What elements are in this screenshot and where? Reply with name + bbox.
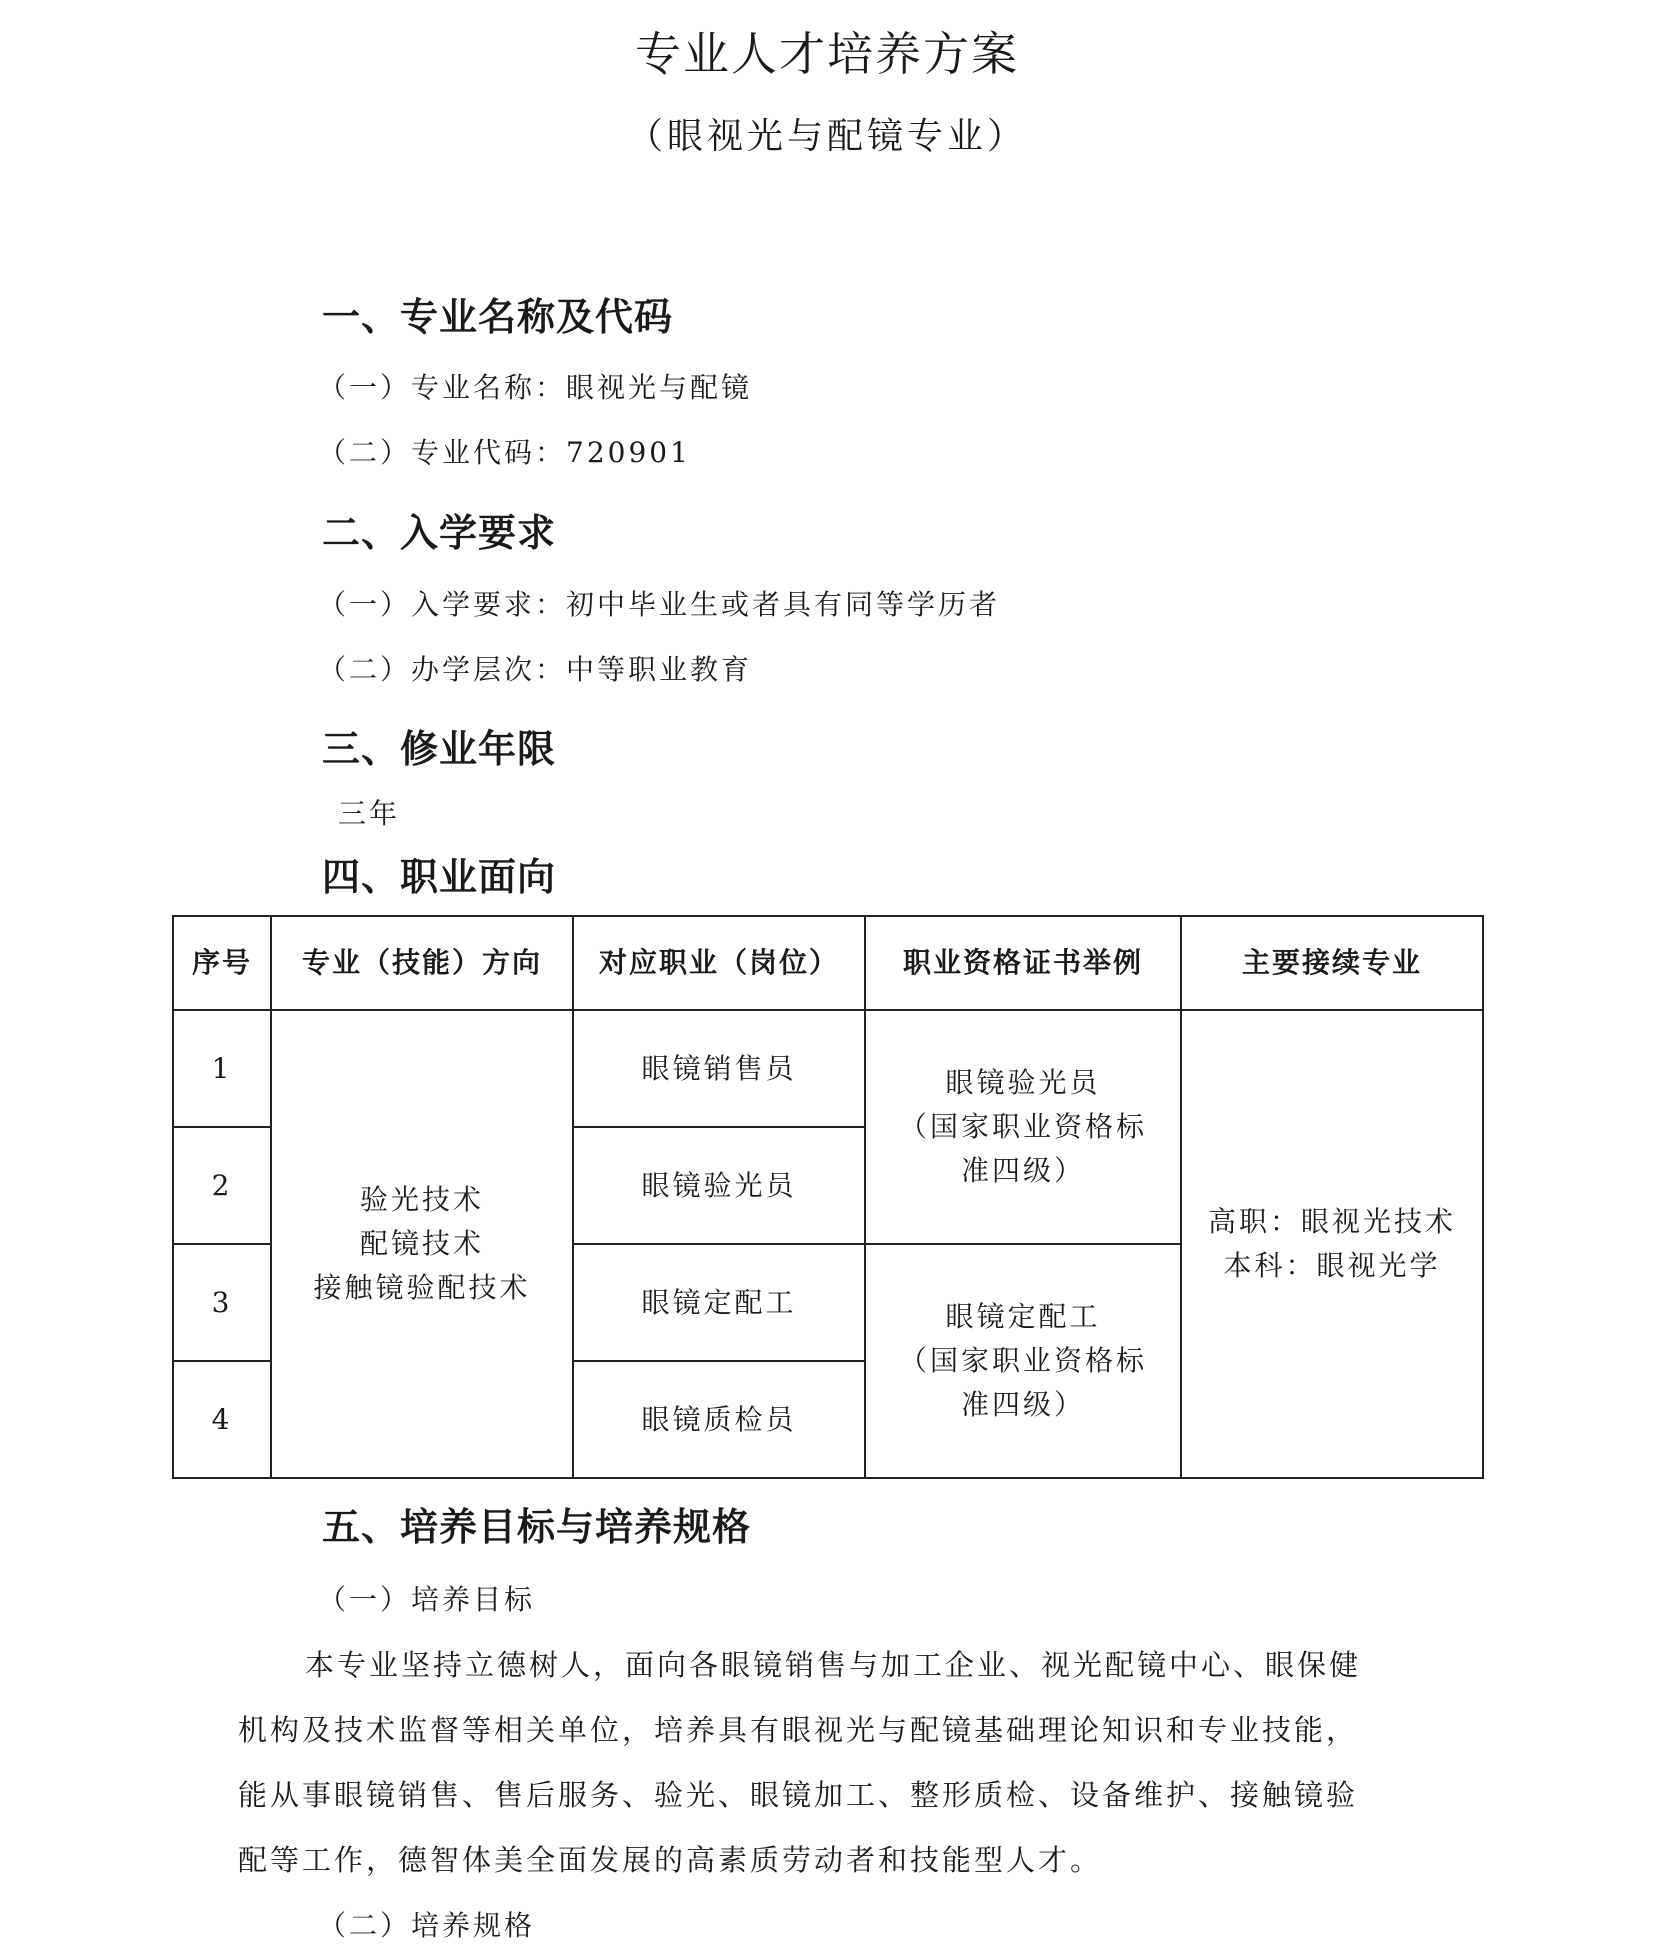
paragraph-line: 能从事眼镜销售、售后服务、验光、眼镜加工、整形质检、设备维护、接触镜验 (238, 1778, 1359, 1812)
major-code: （二）专业代码：720901 (318, 436, 691, 469)
paragraph-line: 机构及技术监督等相关单位，培养具有眼视光与配镜基础理论知识和专业技能， (238, 1713, 1359, 1747)
section-heading-3: 三、修业年限 (322, 727, 557, 771)
header-certificate: 职业资格证书举例 (865, 916, 1181, 1010)
certificate-cell (865, 1010, 1181, 1244)
certificate-cell (865, 1244, 1181, 1478)
table-header-row (173, 916, 1483, 1010)
section-heading-4: 四、职业面向 (322, 855, 557, 899)
seq-cell: 1 (173, 1010, 271, 1127)
certificate-line: 眼镜验光员 (945, 1066, 1101, 1099)
header-direction: 专业（技能）方向 (271, 916, 573, 1010)
job-cell: 眼镜质检员 (573, 1361, 865, 1478)
direction-line: 接触镜验配技术 (313, 1271, 531, 1304)
further-major-line: 高职：眼视光技术 (1207, 1205, 1456, 1238)
certificate-line: 准四级） (960, 1154, 1085, 1187)
seq-cell: 3 (173, 1244, 271, 1361)
training-specification-heading: （二）培养规格 (318, 1909, 536, 1942)
further-major-line: 本科：眼视光学 (1223, 1249, 1441, 1282)
certificate-line: 准四级） (960, 1388, 1085, 1421)
direction-line: 验光技术 (359, 1183, 484, 1216)
direction-line: 配镜技术 (359, 1227, 484, 1260)
certificate-line: （国家职业资格标 (898, 1110, 1147, 1143)
education-level: （二）办学层次：中等职业教育 (318, 653, 753, 686)
direction-cell (271, 1010, 573, 1478)
document-title: 专业人才培养方案 (635, 27, 1019, 81)
header-further-major: 主要接续专业 (1181, 916, 1483, 1010)
paragraph-line: 配等工作，德智体美全面发展的高素质劳动者和技能型人才。 (238, 1843, 1103, 1877)
job-cell: 眼镜销售员 (573, 1010, 865, 1127)
training-objective-heading: （一）培养目标 (318, 1583, 536, 1616)
section-heading-2: 二、入学要求 (322, 511, 557, 555)
header-job: 对应职业（岗位） (573, 916, 865, 1010)
study-duration: 三年 (338, 797, 401, 830)
occupation-table (172, 915, 1484, 1479)
section-heading-5: 五、培养目标与培养规格 (322, 1505, 752, 1549)
certificate-line: 眼镜定配工 (945, 1300, 1101, 1333)
section-heading-1: 一、专业名称及代码 (322, 295, 674, 339)
table-row (173, 1010, 1483, 1127)
admission-requirement: （一）入学要求：初中毕业生或者具有同等学历者 (318, 588, 1001, 621)
job-cell: 眼镜验光员 (573, 1127, 865, 1244)
further-major-cell (1181, 1010, 1483, 1478)
job-cell: 眼镜定配工 (573, 1244, 865, 1361)
paragraph-line: 本专业坚持立德树人，面向各眼镜销售与加工企业、视光配镜中心、眼保健 (305, 1648, 1362, 1682)
document-subtitle: （眼视光与配镜专业） (626, 116, 1027, 157)
seq-cell: 2 (173, 1127, 271, 1244)
seq-cell: 4 (173, 1361, 271, 1478)
certificate-line: （国家职业资格标 (898, 1344, 1147, 1377)
header-seq: 序号 (173, 916, 271, 1010)
major-name: （一）专业名称：眼视光与配镜 (318, 371, 753, 404)
